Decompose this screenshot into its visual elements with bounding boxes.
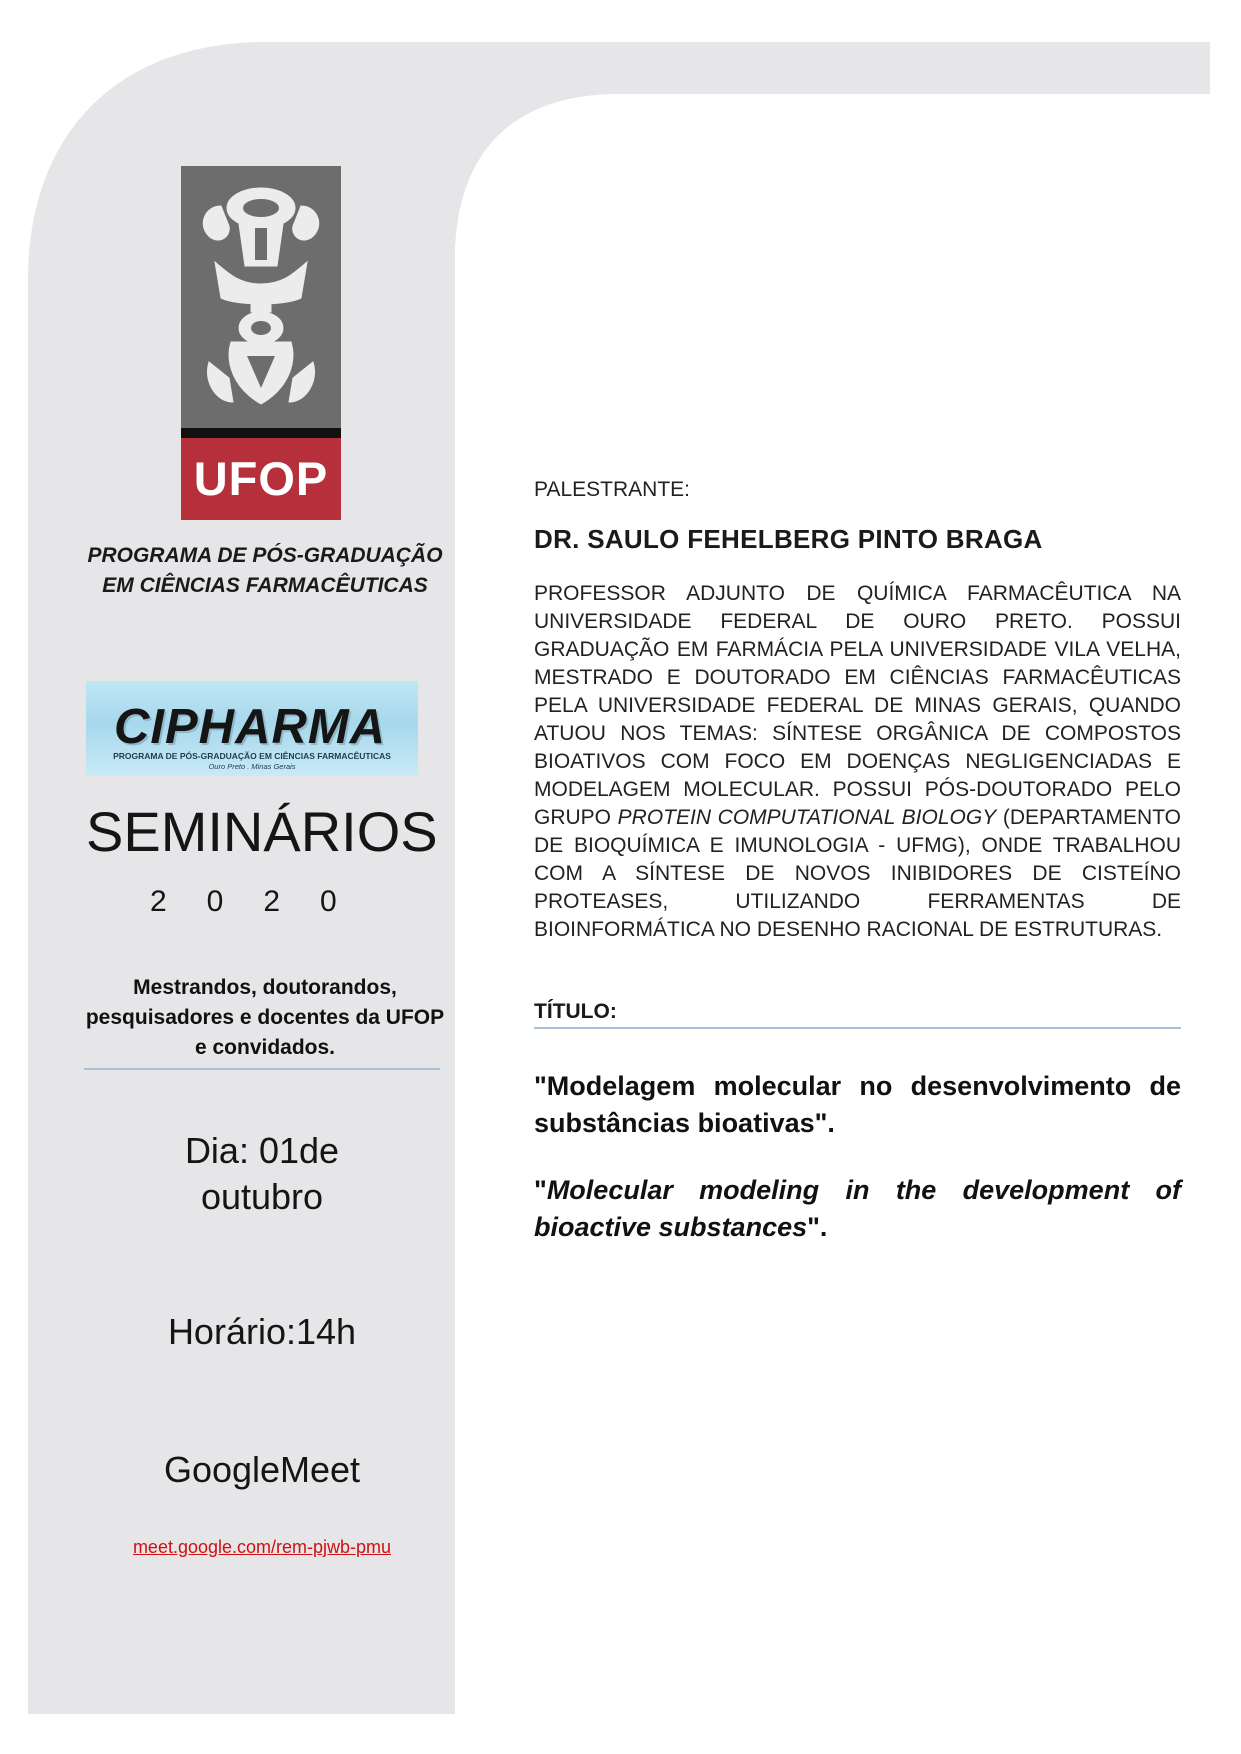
event-date [84, 1128, 440, 1220]
speaker-bio [534, 580, 1181, 944]
event-date-line2: outubro [200, 1176, 324, 1217]
cipharma-logo-location: Ouro Preto . Minas Gerais [208, 762, 296, 771]
ufop-logo-text: UFOP [181, 438, 341, 520]
event-title: SEMINÁRIOS [86, 800, 438, 863]
event-year: 2020 [150, 885, 377, 918]
audience-text: Mestrandos, doutorandos, pesquisadores e docentes da UFOP e convidados. [85, 976, 445, 1059]
cipharma-logo [86, 681, 418, 776]
speaker-label: PALESTRANTE: [534, 478, 690, 501]
ufop-emblem-icon [181, 166, 341, 428]
speaker-bio-part1: PROFESSOR ADJUNTO DE QUÍMICA FARMACÊUTICA NA UNIVERSIDADE FEDERAL DE OURO PRETO. POSSUI GRADUAÇÃO EM FARMÁCIA PELA UNIVERSIDADE VILA VELHA, MESTRADO E DOUTORADO EM CIÊNCIAS FARMACÊUTICAS PELA UNIVERSIDADE FEDERAL DE MINAS GERAIS, QUANDO ATUOU NOS TEMAS: SÍNTESE ORGÂNICA DE COMPOSTOS BIOATIVOS COM FOCO EM DOENÇAS NEGLIGENCIADAS E MODELAGEM MOLECULAR. POSSUI PÓS-DOUTORADO PELO GRUPO [534, 582, 1181, 829]
talk-title-portuguese: "Modelagem molecular no desenvolvimento de substâncias bioativas". [534, 1071, 1181, 1138]
speaker-name: DR. SAULO FEHELBERG PINTO BRAGA [534, 524, 1043, 554]
right-divider [534, 1027, 1181, 1029]
talk-title-english-open-quote: " [534, 1175, 547, 1205]
talk-title-english [534, 1172, 1181, 1246]
left-divider [84, 1068, 440, 1070]
program-name: PROGRAMA DE PÓS-GRADUAÇÃO EM CIÊNCIAS FARMACÊUTICAS [87, 544, 443, 597]
talk-title-label: TÍTULO: [534, 1000, 617, 1023]
cipharma-logo-word: CIPHARMA [114, 700, 387, 754]
speaker-bio-part2: (DEPARTAMENTO DE BIOQUÍMICA E IMUNOLOGIA - UFMG), ONDE TRABALHOU COM A SÍNTESE DE NOVOS INIBIDORES DE CISTEÍNO PROTEASES, UTILIZANDO FERRAMENTAS DE BIOINFORMÁTICA NO DESENHO RACIONAL DE ESTRUTURAS. [534, 806, 1182, 941]
logo-divider-band [181, 428, 341, 438]
event-platform: GoogleMeet [163, 1449, 361, 1490]
event-date-line1: Dia: 01de [184, 1130, 340, 1171]
cipharma-logo-subtitle: PROGRAMA DE PÓS-GRADUAÇÃO EM CIÊNCIAS FARMACÊUTICAS [113, 751, 391, 761]
meet-link[interactable]: meet.google.com/rem-pjwb-pmu [132, 1537, 392, 1557]
talk-title-english-text: Molecular modeling in the development of bioactive substances [534, 1175, 1181, 1242]
event-time: Horário:14h [167, 1311, 357, 1352]
speaker-bio-group: PROTEIN COMPUTATIONAL BIOLOGY [617, 806, 997, 829]
talk-title-english-close: ". [807, 1212, 828, 1242]
ufop-logo [181, 166, 341, 520]
